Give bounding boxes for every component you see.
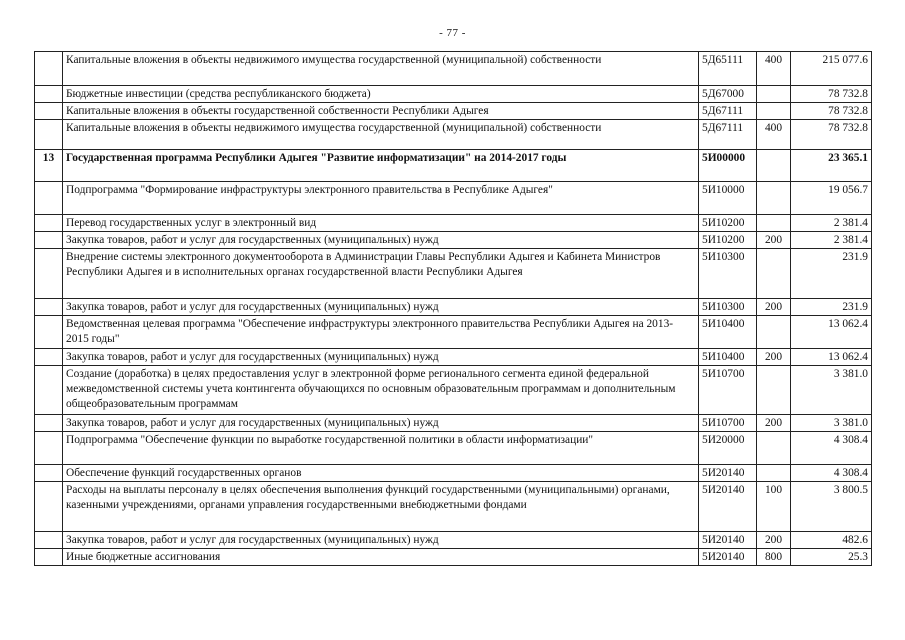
amount-cell: 3 381.0 [791,415,872,432]
target-article-code-cell: 5Д67111 [699,103,757,120]
expense-type-code-cell: 400 [757,120,791,150]
item-name-cell: Подпрограмма "Формирование инфраструктуры электронного правительства в Республике Адыгея" [63,182,699,215]
target-article-code-cell: 5И20000 [699,432,757,465]
table-row [35,103,872,120]
page-number: - 77 - [439,27,466,39]
expense-type-code-cell [757,215,791,232]
amount-cell: 482.6 [791,532,872,549]
amount-cell: 3 381.0 [791,366,872,415]
row-number-cell [35,415,63,432]
row-number-cell [35,52,63,86]
budget-table-body [35,52,872,566]
amount-cell: 3 800.5 [791,482,872,532]
target-article-code-cell: 5И10000 [699,182,757,215]
expense-type-code-cell [757,432,791,465]
row-number-cell [35,120,63,150]
target-article-code-cell: 5И20140 [699,549,757,566]
item-name-cell: Капитальные вложения в объекты государственной собственности Республики Адыгея [63,103,699,120]
table-row [35,299,872,316]
table-row [35,349,872,366]
amount-cell: 78 732.8 [791,120,872,150]
amount-cell: 231.9 [791,249,872,299]
target-article-code-cell: 5И10400 [699,349,757,366]
row-number-cell [35,532,63,549]
row-number-cell [35,299,63,316]
amount-cell: 4 308.4 [791,465,872,482]
table-row [35,465,872,482]
target-article-code-cell: 5И10300 [699,299,757,316]
amount-cell: 13 062.4 [791,316,872,349]
amount-cell: 23 365.1 [791,150,872,182]
table-row [35,316,872,349]
amount-cell: 78 732.8 [791,103,872,120]
expense-type-code-cell: 800 [757,549,791,566]
target-article-code-cell: 5И20140 [699,465,757,482]
target-article-code-cell: 5И10700 [699,415,757,432]
expense-type-code-cell [757,86,791,103]
row-number-cell [35,215,63,232]
expense-type-code-cell: 400 [757,52,791,86]
row-number-cell [35,249,63,299]
table-row [35,182,872,215]
amount-cell: 13 062.4 [791,349,872,366]
amount-cell: 25.3 [791,549,872,566]
target-article-code-cell: 5И10200 [699,215,757,232]
amount-cell: 2 381.4 [791,232,872,249]
target-article-code-cell: 5И00000 [699,150,757,182]
row-number-cell [35,465,63,482]
row-number-cell [35,549,63,566]
expense-type-code-cell [757,316,791,349]
amount-cell: 215 077.6 [791,52,872,86]
expense-type-code-cell: 200 [757,299,791,316]
expense-type-code-cell [757,366,791,415]
target-article-code-cell: 5И10400 [699,316,757,349]
table-row [35,482,872,532]
row-number-cell [35,182,63,215]
expense-type-code-cell [757,103,791,120]
item-name-cell: Расходы на выплаты персоналу в целях обеспечения выполнения функций государственными (муниципальными) органами, казенными учреждениями, органами управления государственными внебюджетными фондами [63,482,699,532]
target-article-code-cell: 5И10700 [699,366,757,415]
row-number-cell [35,482,63,532]
expense-type-code-cell: 200 [757,232,791,249]
expense-type-code-cell: 200 [757,532,791,549]
target-article-code-cell: 5И20140 [699,482,757,532]
expense-type-code-cell [757,182,791,215]
item-name-cell: Ведомственная целевая программа "Обеспечение инфраструктуры электронного правительства Республики Адыгея на 2013-2015 годы" [63,316,699,349]
row-number-cell [35,86,63,103]
item-name-cell: Обеспечение функций государственных органов [63,465,699,482]
row-number-cell [35,432,63,465]
item-name-cell: Государственная программа Республики Адыгея "Развитие информатизации" на 2014-2017 годы [63,150,699,182]
row-number-cell [35,232,63,249]
item-name-cell: Капитальные вложения в объекты недвижимого имущества государственной (муниципальной) собственности [63,120,699,150]
row-number-cell [35,316,63,349]
expense-type-code-cell: 200 [757,349,791,366]
table-row [35,86,872,103]
table-row [35,215,872,232]
expense-type-code-cell [757,150,791,182]
item-name-cell: Закупка товаров, работ и услуг для государственных (муниципальных) нужд [63,349,699,366]
expense-type-code-cell [757,465,791,482]
table-row [35,120,872,150]
target-article-code-cell: 5Д67111 [699,120,757,150]
row-number-cell: 13 [35,150,63,182]
target-article-code-cell: 5Д67000 [699,86,757,103]
amount-cell: 2 381.4 [791,215,872,232]
amount-cell: 4 308.4 [791,432,872,465]
row-number-cell [35,366,63,415]
table-row [35,52,872,86]
table-row [35,549,872,566]
amount-cell: 19 056.7 [791,182,872,215]
item-name-cell: Закупка товаров, работ и услуг для государственных (муниципальных) нужд [63,299,699,316]
item-name-cell: Подпрограмма "Обеспечение функции по выработке государственной политики в области информатизации" [63,432,699,465]
item-name-cell: Закупка товаров, работ и услуг для государственных (муниципальных) нужд [63,232,699,249]
target-article-code-cell: 5И10300 [699,249,757,299]
item-name-cell: Создание (доработка) в целях предоставления услуг в электронной форме регионального сегмента единой федеральной межведомственной системы учета контингента обучающихся по основным образовательным программам и дополнительным общеобразовательным программам [63,366,699,415]
table-row [35,532,872,549]
expense-type-code-cell: 100 [757,482,791,532]
row-number-cell [35,349,63,366]
item-name-cell: Капитальные вложения в объекты недвижимого имущества государственной (муниципальной) собственности [63,52,699,86]
item-name-cell: Закупка товаров, работ и услуг для государственных (муниципальных) нужд [63,415,699,432]
amount-cell: 231.9 [791,299,872,316]
table-row [35,232,872,249]
row-number-cell [35,103,63,120]
item-name-cell: Иные бюджетные ассигнования [63,549,699,566]
table-row [35,150,872,182]
budget-table [34,51,872,566]
amount-cell: 78 732.8 [791,86,872,103]
expense-type-code-cell [757,249,791,299]
table-row [35,432,872,465]
item-name-cell: Закупка товаров, работ и услуг для государственных (муниципальных) нужд [63,532,699,549]
target-article-code-cell: 5Д65111 [699,52,757,86]
item-name-cell: Внедрение системы электронного документооборота в Администрации Главы Республики Адыгея и Кабинета Министров Республики Адыгея и в исполнительных органах государственной власти Республики Адыгея [63,249,699,299]
expense-type-code-cell: 200 [757,415,791,432]
target-article-code-cell: 5И20140 [699,532,757,549]
target-article-code-cell: 5И10200 [699,232,757,249]
item-name-cell: Бюджетные инвестиции (средства республиканского бюджета) [63,86,699,103]
table-row [35,366,872,415]
table-row [35,249,872,299]
item-name-cell: Перевод государственных услуг в электронный вид [63,215,699,232]
table-row [35,415,872,432]
